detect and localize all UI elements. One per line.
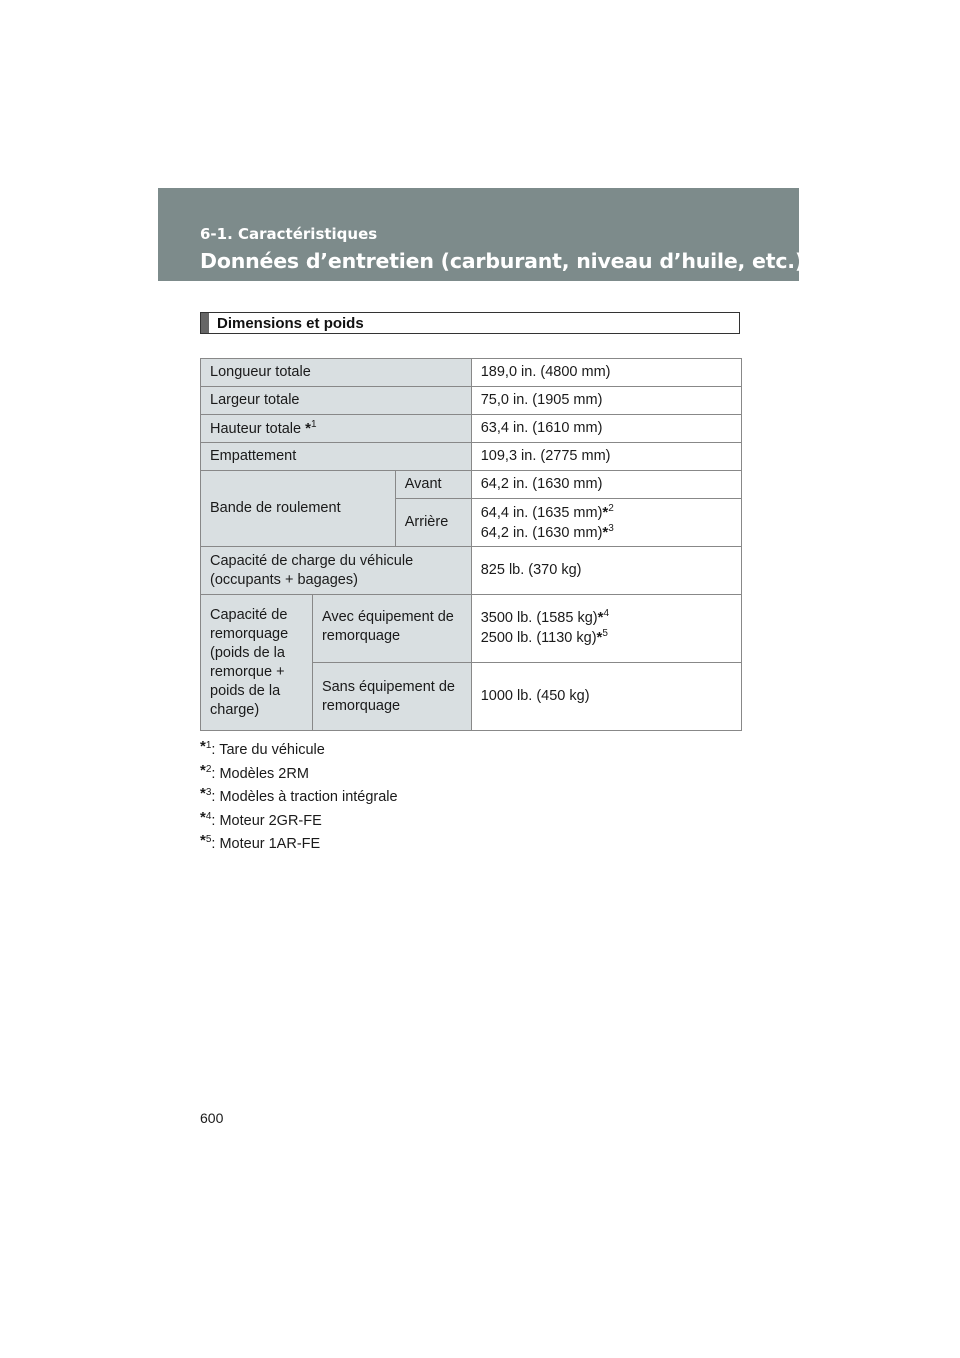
footnote-ref: 5 xyxy=(602,628,608,639)
page-number: 600 xyxy=(200,1110,224,1126)
row-value xyxy=(471,499,741,547)
row-label xyxy=(201,547,472,595)
label-line: (occupants + bagages) xyxy=(210,571,358,588)
footnote-mark: 5 xyxy=(205,834,212,846)
row-value: 189,0 in. (4800 mm) xyxy=(471,359,741,387)
value-line: 64,4 in. (1635 mm) xyxy=(480,504,603,521)
value-line: 2500 lb. (1130 kg) xyxy=(480,630,597,646)
footnote-text: : Tare du véhicule xyxy=(211,742,325,758)
footnote-ref: 3 xyxy=(608,522,614,534)
footnote-item xyxy=(200,784,398,808)
footnote-mark: 3 xyxy=(205,787,212,799)
footnote-star: * xyxy=(200,832,206,850)
sub-label xyxy=(312,663,471,731)
chapter-header xyxy=(158,188,805,281)
sub-label xyxy=(312,595,471,663)
footnote-item xyxy=(200,808,398,832)
footnote-text: : Modèles 2RM xyxy=(211,765,309,782)
row-value: 75,0 in. (1905 mm) xyxy=(471,387,741,415)
row-value: 1000 lb. (450 kg) xyxy=(471,663,741,731)
footnote-item xyxy=(200,761,398,785)
row-label xyxy=(201,595,313,731)
footnote-star: * xyxy=(305,419,311,437)
footnote-star: * xyxy=(200,785,206,803)
footnote-ref: 1 xyxy=(310,418,317,430)
row-label xyxy=(201,415,472,443)
label-line: remorquage xyxy=(321,697,401,714)
label-line: poids de la xyxy=(210,682,281,699)
label-line: remorquage xyxy=(321,628,401,644)
footnote-mark: 4 xyxy=(205,810,212,822)
footnote-star: * xyxy=(602,523,609,541)
table-row xyxy=(201,471,742,499)
dimensions-table xyxy=(200,358,742,731)
footnote-ref: 4 xyxy=(603,608,610,619)
label-line: Capacité de charge du véhicule xyxy=(210,552,414,569)
label-line: (poids de la xyxy=(210,644,285,661)
page-title: Données d’entretien (carburant, niveau d’huile, etc.) xyxy=(200,249,805,273)
sub-label: Avant xyxy=(395,471,471,499)
label-line: charge) xyxy=(210,701,260,718)
row-label: Empattement xyxy=(201,443,472,471)
subsection-title: Dimensions et poids xyxy=(217,315,364,332)
row-value: 64,2 in. (1630 mm) xyxy=(471,471,741,499)
value-line: 3500 lb. (1585 kg) xyxy=(480,610,598,626)
label-line: Capacité de xyxy=(210,606,288,623)
subsection-heading xyxy=(200,312,740,334)
table-row xyxy=(201,415,742,443)
label-text: Hauteur totale xyxy=(210,420,302,437)
heading-marker xyxy=(201,313,209,333)
row-value xyxy=(471,595,741,663)
footnote-star: * xyxy=(597,609,604,626)
table-row xyxy=(201,443,742,471)
footnote-star: * xyxy=(200,738,206,755)
section-number: 6-1. Caractéristiques xyxy=(200,225,378,243)
table-row xyxy=(201,547,742,595)
label-line: Sans équipement de xyxy=(321,678,455,695)
footnote-ref: 2 xyxy=(608,502,614,514)
label-line: Avec équipement de xyxy=(321,609,454,625)
row-label: Bande de roulement xyxy=(201,471,396,547)
footnote-star: * xyxy=(602,503,609,521)
value-line: 64,2 in. (1630 mm) xyxy=(480,524,603,541)
row-label: Longueur totale xyxy=(201,359,472,387)
footnote-text: : Moteur 1AR-FE xyxy=(211,836,321,853)
footnote-text: : Moteur 2GR-FE xyxy=(211,812,322,829)
footnote-mark: 2 xyxy=(205,763,212,775)
footnote-text: : Modèles à traction intégrale xyxy=(211,789,398,806)
footnotes xyxy=(200,737,398,855)
footnote-star: * xyxy=(200,761,206,779)
footnote-star: * xyxy=(596,629,603,646)
footnote-item xyxy=(200,737,398,761)
label-line: remorque + xyxy=(210,663,285,680)
footnote-mark: 1 xyxy=(205,740,212,751)
row-value: 825 lb. (370 kg) xyxy=(471,547,741,595)
table-row xyxy=(201,387,742,415)
footnote-star: * xyxy=(200,808,206,826)
sub-label: Arrière xyxy=(395,499,471,547)
label-line: remorquage xyxy=(210,625,289,642)
footnote-item xyxy=(200,831,398,855)
row-value: 63,4 in. (1610 mm) xyxy=(471,415,741,443)
row-label: Largeur totale xyxy=(201,387,472,415)
table-row xyxy=(201,595,742,663)
row-value: 109,3 in. (2775 mm) xyxy=(471,443,741,471)
table-row xyxy=(201,359,742,387)
